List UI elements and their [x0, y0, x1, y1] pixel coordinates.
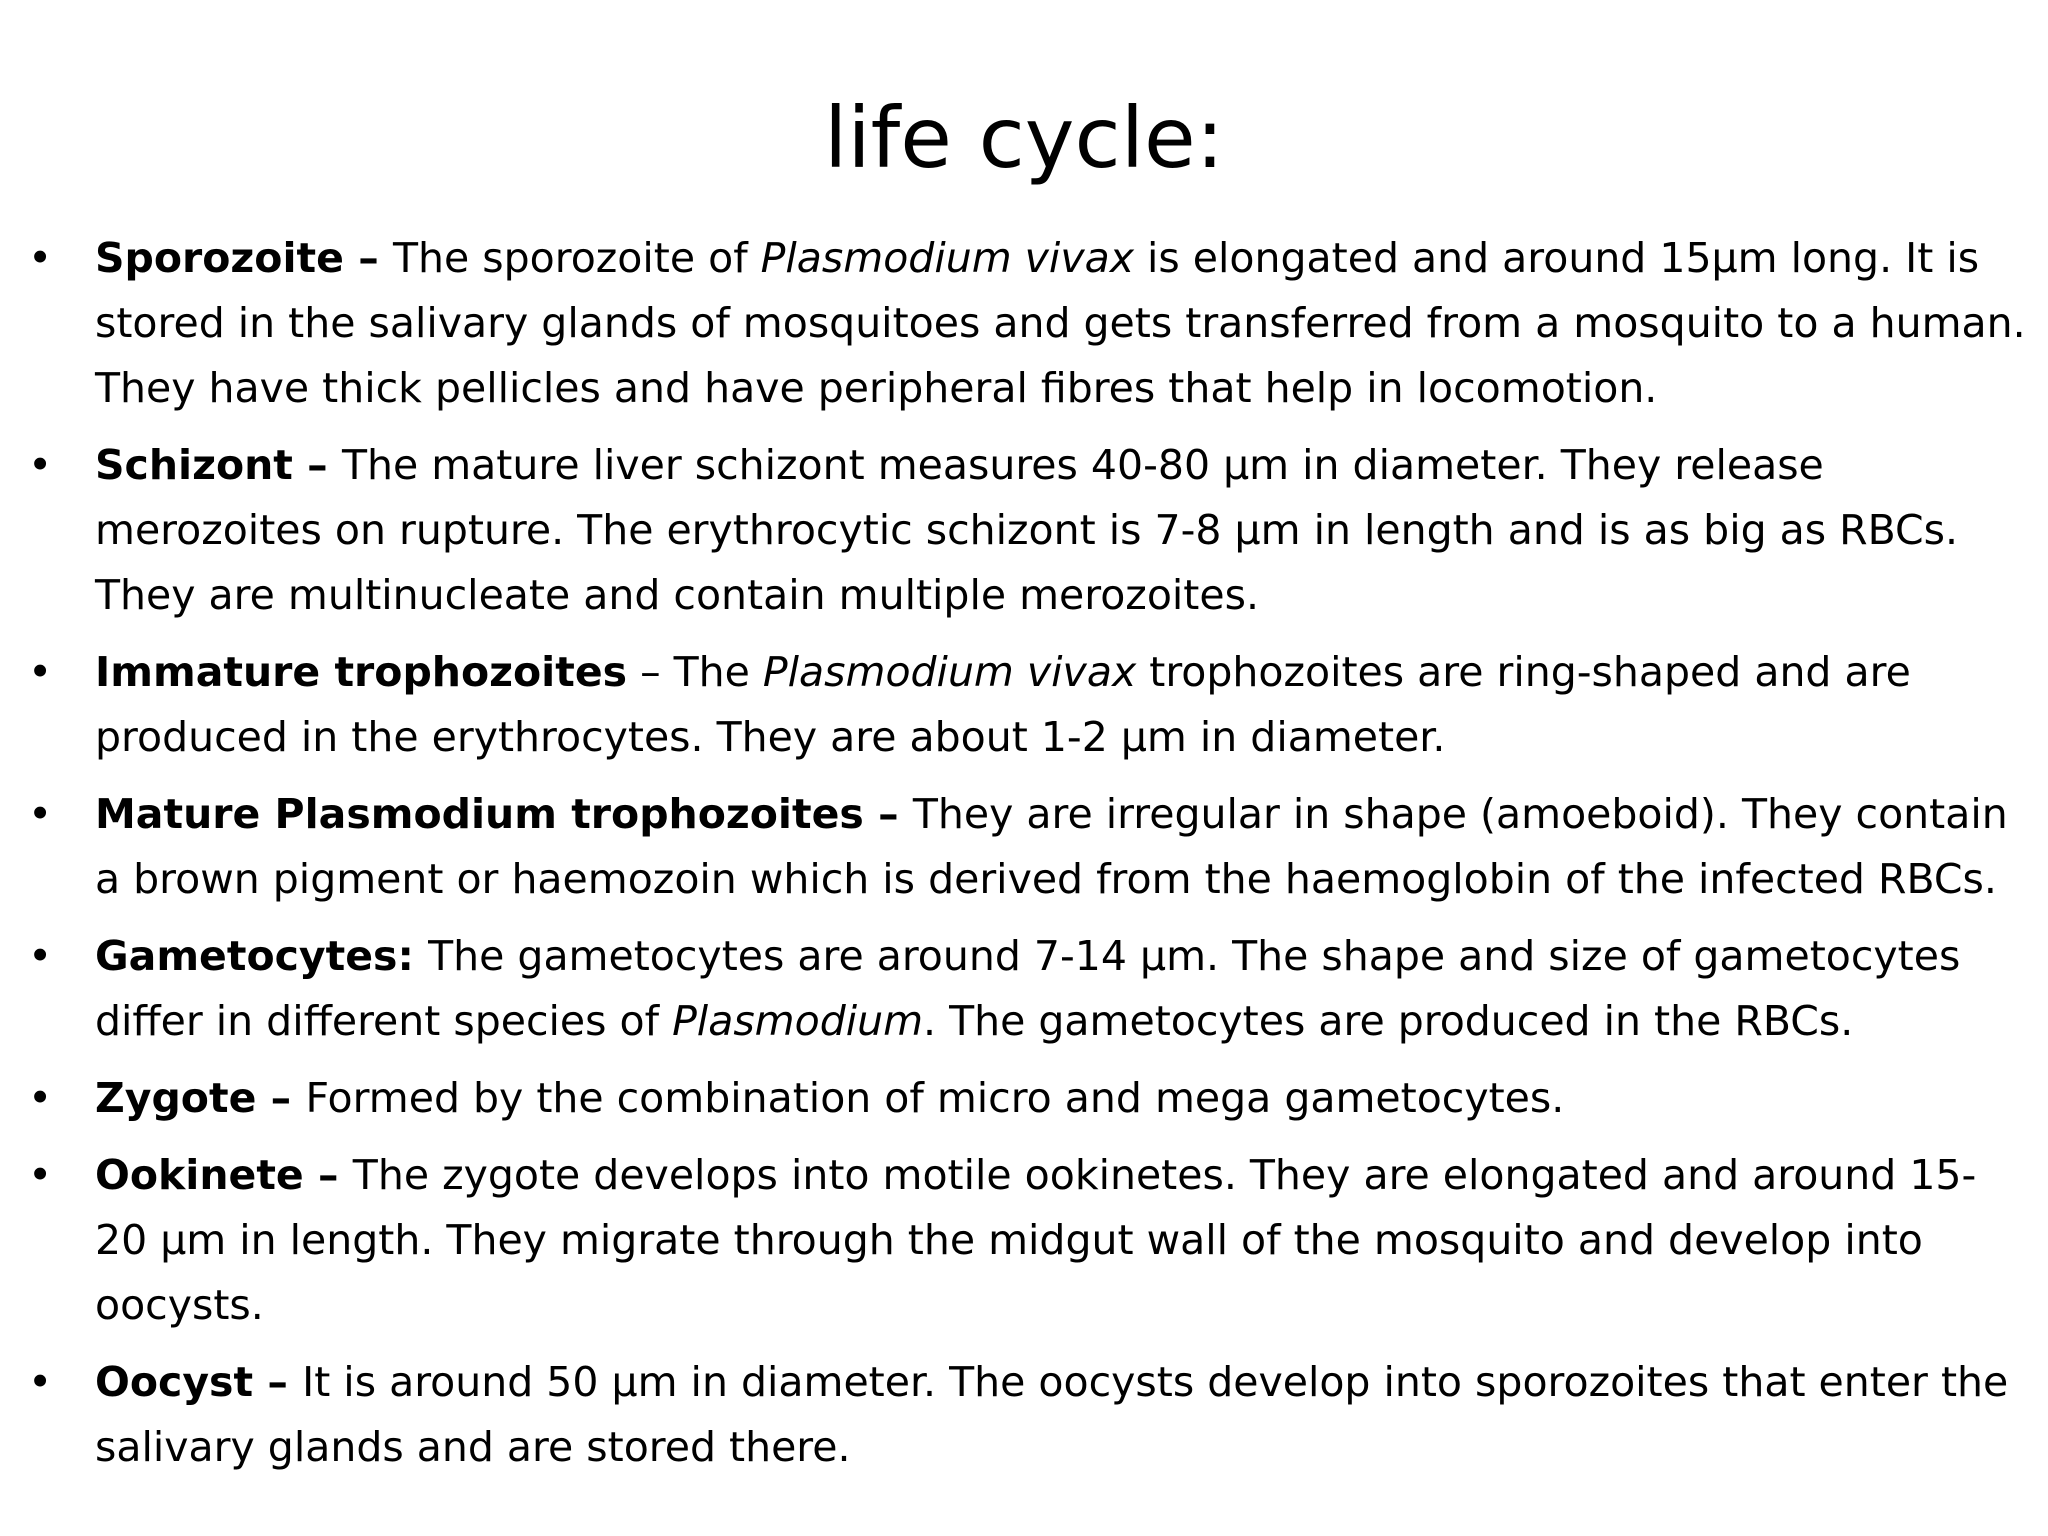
bullet-dot-icon: •	[28, 1358, 53, 1406]
bullet-segment-normal: It is around 50 µm in diameter. The oocysts develop into sporozoites that enter the salivary glands and are stored there.	[95, 1358, 2009, 1471]
bullet-segment-bold: Zygote –	[95, 1074, 306, 1122]
bullet-text	[95, 1151, 1976, 1329]
bullet-item	[28, 226, 2028, 421]
bullet-segment-bold: Sporozoite –	[95, 234, 393, 282]
bullet-dot-icon: •	[28, 648, 53, 696]
bullet-item	[28, 782, 2028, 912]
bullet-segment-normal: The gametocytes are around 7-14 µm. The shape and size of gametocytes differ in different species of	[95, 932, 1961, 1045]
bullet-dot-icon: •	[28, 932, 53, 980]
bullet-item	[28, 640, 2028, 770]
bullet-text	[95, 932, 1960, 1045]
bullet-segment-normal: The mature liver schizont measures 40-80 µm in diameter. They release merozoites on rupture. The erythrocytic schizont is 7-8 µm in length and is as big as RBCs. They are multinucleate and contain multiple merozoites.	[95, 441, 1959, 619]
bullet-segment-normal: Formed by the combination of micro and mega gametocytes.	[305, 1074, 1565, 1122]
bullet-segment-normal: is elongated and around 15µm long. It is stored in the salivary glands of mosquitoes and gets transferred from a mosquito to a human. They have thick pellicles and have peripheral fibres that help in locomotion.	[95, 234, 2026, 412]
bullet-segment-bold: Ookinete –	[95, 1151, 353, 1199]
bullet-segment-normal: The zygote develops into motile ookinetes. They are elongated and around 15-20 µm in length. They migrate through the midgut wall of the mosquito and develop into oocysts.	[95, 1151, 1977, 1329]
bullet-segment-bold: Immature trophozoites	[95, 648, 628, 696]
bullet-text	[95, 790, 2008, 903]
bullet-text	[95, 648, 1911, 761]
bullet-segment-italic: Plasmodium	[672, 997, 924, 1045]
bullet-item	[28, 1350, 2028, 1480]
bullet-item	[28, 1143, 2028, 1338]
bullet-item	[28, 433, 2028, 628]
bullet-segment-bold: Oocyst –	[95, 1358, 303, 1406]
bullet-text	[95, 441, 1958, 619]
bullet-segment-normal: trophozoites are ring-shaped and are produced in the erythrocytes. They are about 1-2 µm in diameter.	[95, 648, 1911, 761]
bullet-segment-italic: Plasmodium vivax	[762, 648, 1137, 696]
bullet-segment-normal: They are irregular in shape (amoeboid). They contain a brown pigment or haemozoin which is derived from the haemoglobin of the infected RBCs.	[95, 790, 2008, 903]
bullet-dot-icon: •	[28, 441, 53, 489]
bullet-item	[28, 1066, 2028, 1131]
bullet-item	[28, 924, 2028, 1054]
bullet-dot-icon: •	[28, 1074, 53, 1122]
bullet-segment-bold: Schizont –	[95, 441, 342, 489]
bullet-segment-normal: – The	[627, 648, 763, 696]
bullet-segment-normal: The sporozoite of	[392, 234, 761, 282]
bullet-text	[95, 234, 2026, 412]
bullet-segment-normal: . The gametocytes are produced in the RBCs.	[923, 997, 1854, 1045]
bullet-dot-icon: •	[28, 1151, 53, 1199]
bullet-dot-icon: •	[28, 790, 53, 838]
bullet-text	[95, 1074, 1564, 1122]
bullet-segment-italic: Plasmodium vivax	[760, 234, 1134, 282]
slide-title: life cycle:	[823, 89, 1225, 187]
bullet-dot-icon: •	[28, 234, 53, 282]
bullet-list	[28, 226, 2028, 1492]
bullet-text	[95, 1358, 2008, 1471]
bullet-segment-bold: Mature Plasmodium trophozoites –	[95, 790, 913, 838]
bullet-segment-bold: Gametocytes:	[95, 932, 429, 980]
